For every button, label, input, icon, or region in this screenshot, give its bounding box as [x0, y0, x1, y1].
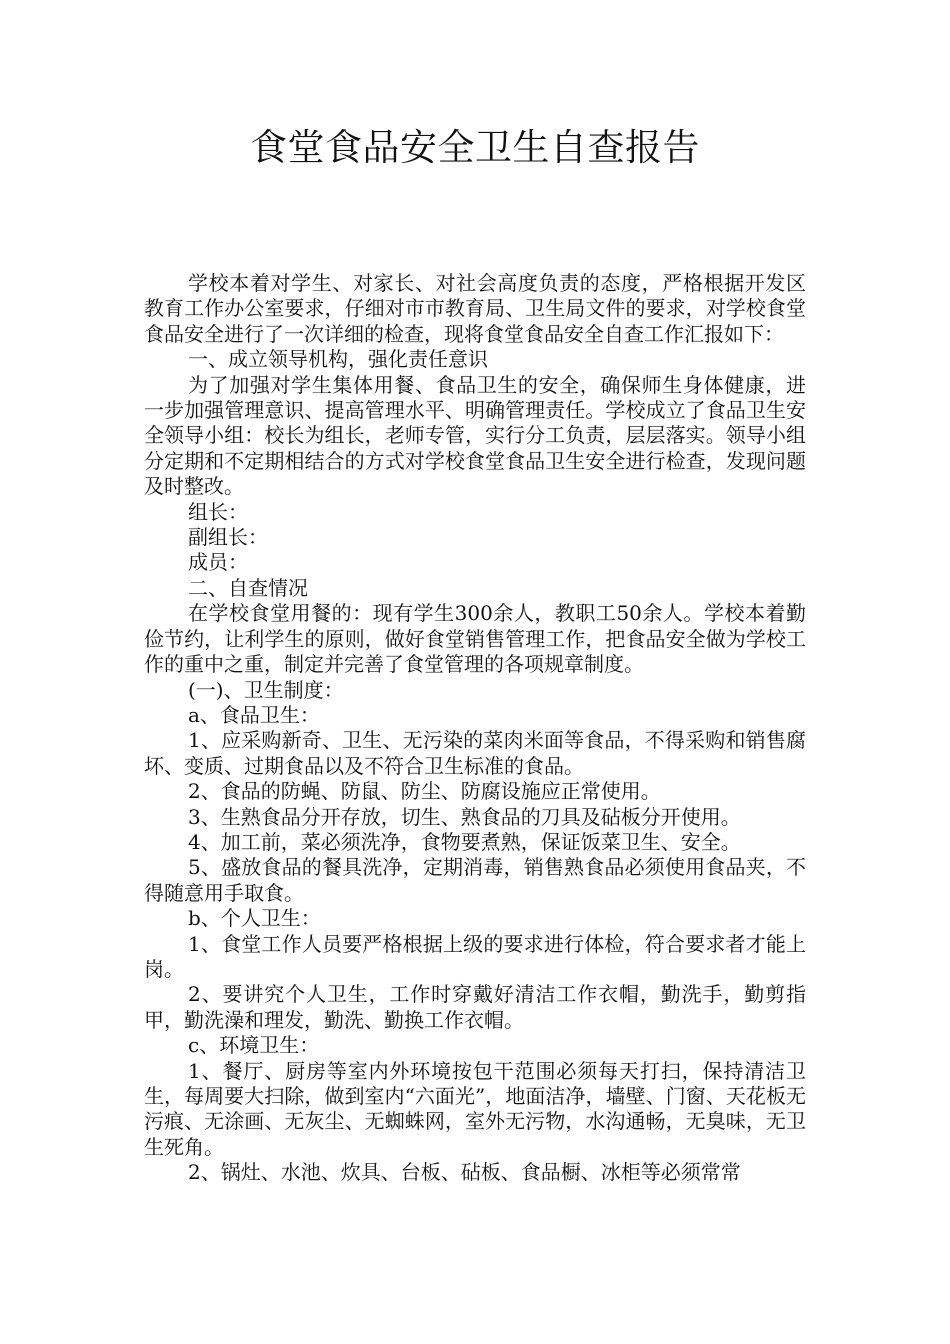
list-item: 5、盛放食品的餐具洗净，定期消毒，销售熟食品必须使用食品夹，不得随意用手取食。 — [144, 855, 806, 905]
list-item: 1、餐厅、厨房等室内外环境按包干范围必须每天打扫，保持清洁卫生，每周要大扫除，做到室内“六面光”，地面洁净，墙壁、门窗、天花板无污痕、无涂画、无灰尘、无蜘蛛网，室外无污物，水沟通畅，无臭味，无卫生死角。 — [144, 1058, 806, 1159]
paragraph-dining: 在学校食堂用餐的：现有学生300余人，教职工50余人。学校本着勤俭节约，让利学生的原则，做好食堂销售管理工作，把食品安全做为学校工作的重中之重，制定并完善了食堂管理的各项规章制度。 — [144, 601, 806, 677]
members-line: 成员： — [188, 550, 248, 575]
subheading-personal-hygiene: b、个人卫生： — [188, 906, 321, 931]
list-item: 2、要讲究个人卫生，工作时穿戴好清洁工作衣帽，勤洗手，勤剪指甲，勤洗澡和理发，勤洗、勤换工作衣帽。 — [144, 982, 806, 1032]
list-item: 3、生熟食品分开存放，切生、熟食品的刀具及砧板分开使用。 — [188, 804, 741, 829]
paragraph-intro: 学校本着对学生、对家长、对社会高度负责的态度，严格根据开发区教育工作办公室要求，仔细对市市教育局、卫生局文件的要求，对学校食堂食品安全进行了一次详细的检查，现将食堂食品安全自查工作汇报如下： — [144, 271, 806, 346]
list-item: 2、锅灶、水池、炊具、台板、砧板、食品橱、冰柜等必须常常 — [188, 1160, 741, 1185]
section-heading-2: 二、自查情况 — [188, 575, 308, 600]
list-item: 1、食堂工作人员要严格根据上级的要求进行体检，符合要求者才能上岗。 — [144, 931, 806, 981]
leader-line: 组长： — [188, 499, 248, 524]
deputy-leader-line: 副组长： — [188, 525, 268, 550]
subheading-food-hygiene: a、食品卫生： — [188, 702, 320, 727]
paragraph-leadership: 为了加强对学生集体用餐、食品卫生的安全，确保师生身体健康，进一步加强管理意识、提高管理水平、明确管理责任。学校成立了食品卫生安全领导小组：校长为组长，老师专管，实行分工负责，层层落实。领导小组分定期和不定期相结合的方式对学校食堂食品卫生安全进行检查，发现问题及时整改。 — [144, 372, 806, 499]
list-item: 2、食品的防蝇、防鼠、防尘、防腐设施应正常使用。 — [188, 779, 661, 804]
section-heading-1: 一、成立领导机构，强化责任意识 — [188, 347, 488, 372]
subsection-heading-hygiene-rules: (一)、卫生制度： — [188, 677, 344, 702]
document-body — [144, 271, 806, 1186]
list-item: 4、加工前，菜必须洗净，食物要煮熟，保证饭菜卫生、安全。 — [188, 829, 741, 854]
list-item: 1、应采购新奇、卫生、无污染的菜肉米面等食品，不得采购和销售腐坏、变质、过期食品以及不符合卫生标准的食品。 — [144, 728, 806, 778]
document-title: 食堂食品安全卫生自查报告 — [250, 126, 700, 169]
subheading-environment-hygiene: c、环境卫生： — [188, 1033, 320, 1058]
